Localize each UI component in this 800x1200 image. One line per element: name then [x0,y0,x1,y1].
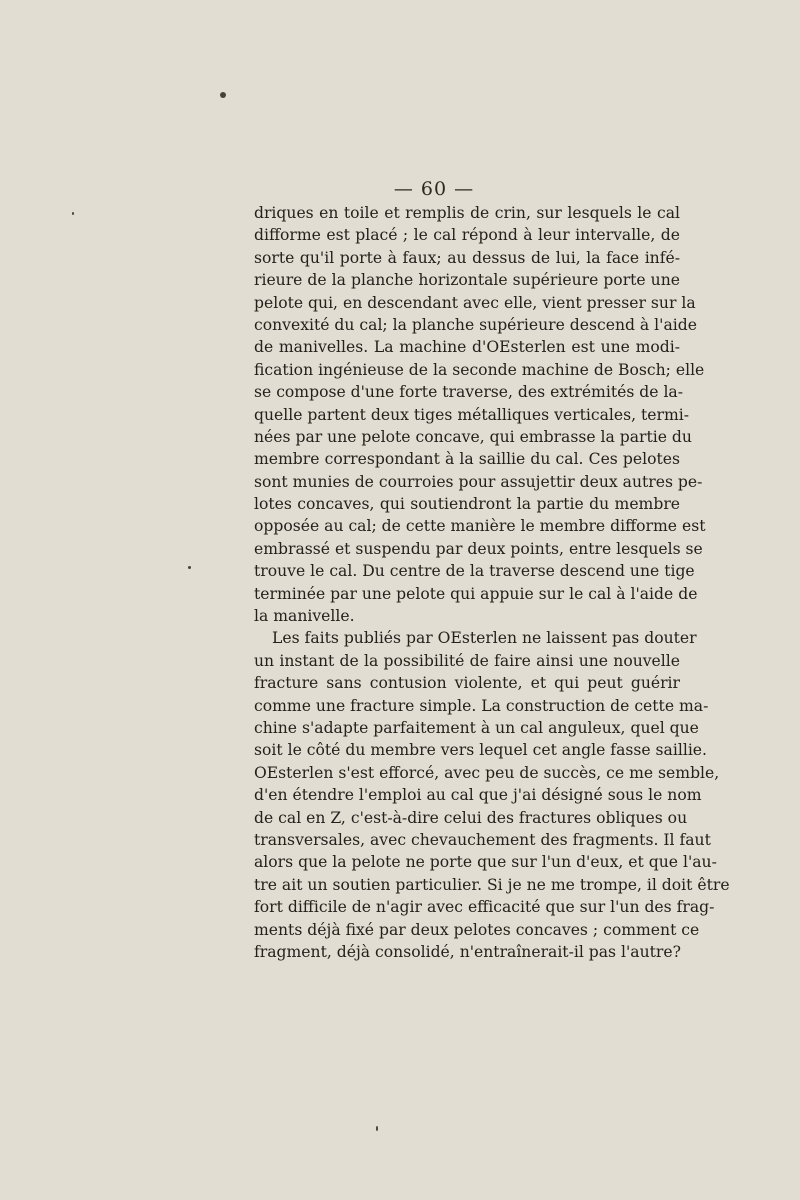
text-line: alors que la pelote ne porte que sur l'un d'eux, et que l'au- [254,853,717,872]
body-text [254,202,730,963]
text-line: quelle partent deux tiges métalliques verticales, termi- [254,405,689,424]
text-line: rieure de la planche horizontale supérieure porte une [254,271,680,290]
text-line: comme une fracture simple. La construction de cette ma- [254,696,709,715]
text-line: soit le côté du membre vers lequel cet angle fasse saillie. [254,741,707,760]
text-line: Les faits publiés par OEsterlen ne laissent pas douter [272,629,697,648]
text-line: embrassé et suspendu par deux points, entre lesquels se [254,539,703,558]
page-number: — 60 — [393,178,475,200]
text-line: sont munies de courroies pour assujettir deux autres pe- [254,472,703,491]
text-line: d'en étendre l'emploi au cal que j'ai désigné sous le nom [254,786,702,805]
text-line: tre ait un soutien particulier. Si je ne me trompe, il doit être [254,875,730,894]
text-line: chine s'adapte parfaitement à un cal anguleux, quel que [254,718,699,737]
ink-speck [376,1126,378,1131]
text-line: trouve le cal. Du centre de la traverse descend une tige [254,562,695,581]
text-line: lotes concaves, qui soutiendront la partie du membre [254,495,680,514]
text-line: fracture sans contusion violente, et qui peut guérir [254,674,680,693]
text-line: fication ingénieuse de la seconde machine de Bosch; elle [254,360,705,379]
text-line: pelote qui, en descendant avec elle, vient presser sur la [254,293,696,312]
text-line: de cal en Z, c'est-à-dire celui des fractures obliques ou [254,808,688,827]
paragraph [254,627,730,963]
text-line: transversales, avec chevauchement des fragments. Il faut [254,830,711,849]
text-line: difforme est placé ; le cal répond à leur intervalle, de [254,226,680,245]
ink-speck [188,566,191,569]
text-line: fort difficile de n'agir avec efficacité que sur l'un des frag- [254,898,715,917]
text-line: nées par une pelote concave, qui embrasse la partie du [254,427,692,446]
paragraph [254,202,706,627]
text-line: ments déjà fixé par deux pelotes concaves ; comment ce [254,920,700,939]
text-line: la manivelle. [254,607,355,626]
ink-speck [72,212,74,215]
ink-speck [220,92,226,98]
text-line: terminée par une pelote qui appuie sur le cal à l'aide de [254,584,698,603]
text-line: de manivelles. La machine d'OEsterlen est une modi- [254,338,680,357]
text-line: driques en toile et remplis de crin, sur lesquels le cal [254,204,680,222]
text-line: opposée au cal; de cette manière le membre difforme est [254,517,706,536]
text-line: sorte qu'il porte à faux; au dessus de lui, la face infé- [254,248,680,267]
text-line: membre correspondant à la saillie du cal. Ces pelotes [254,450,680,469]
text-line: se compose d'une forte traverse, des extrémités de la- [254,383,684,402]
text-line: OEsterlen s'est efforcé, avec peu de succès, ce me semble, [254,763,720,782]
text-line: convexité du cal; la planche supérieure descend à l'aide [254,315,697,334]
text-line: un instant de la possibilité de faire ainsi une nouvelle [254,651,680,670]
text-line: fragment, déjà consolidé, n'entraînerait-il pas l'autre? [254,942,681,961]
